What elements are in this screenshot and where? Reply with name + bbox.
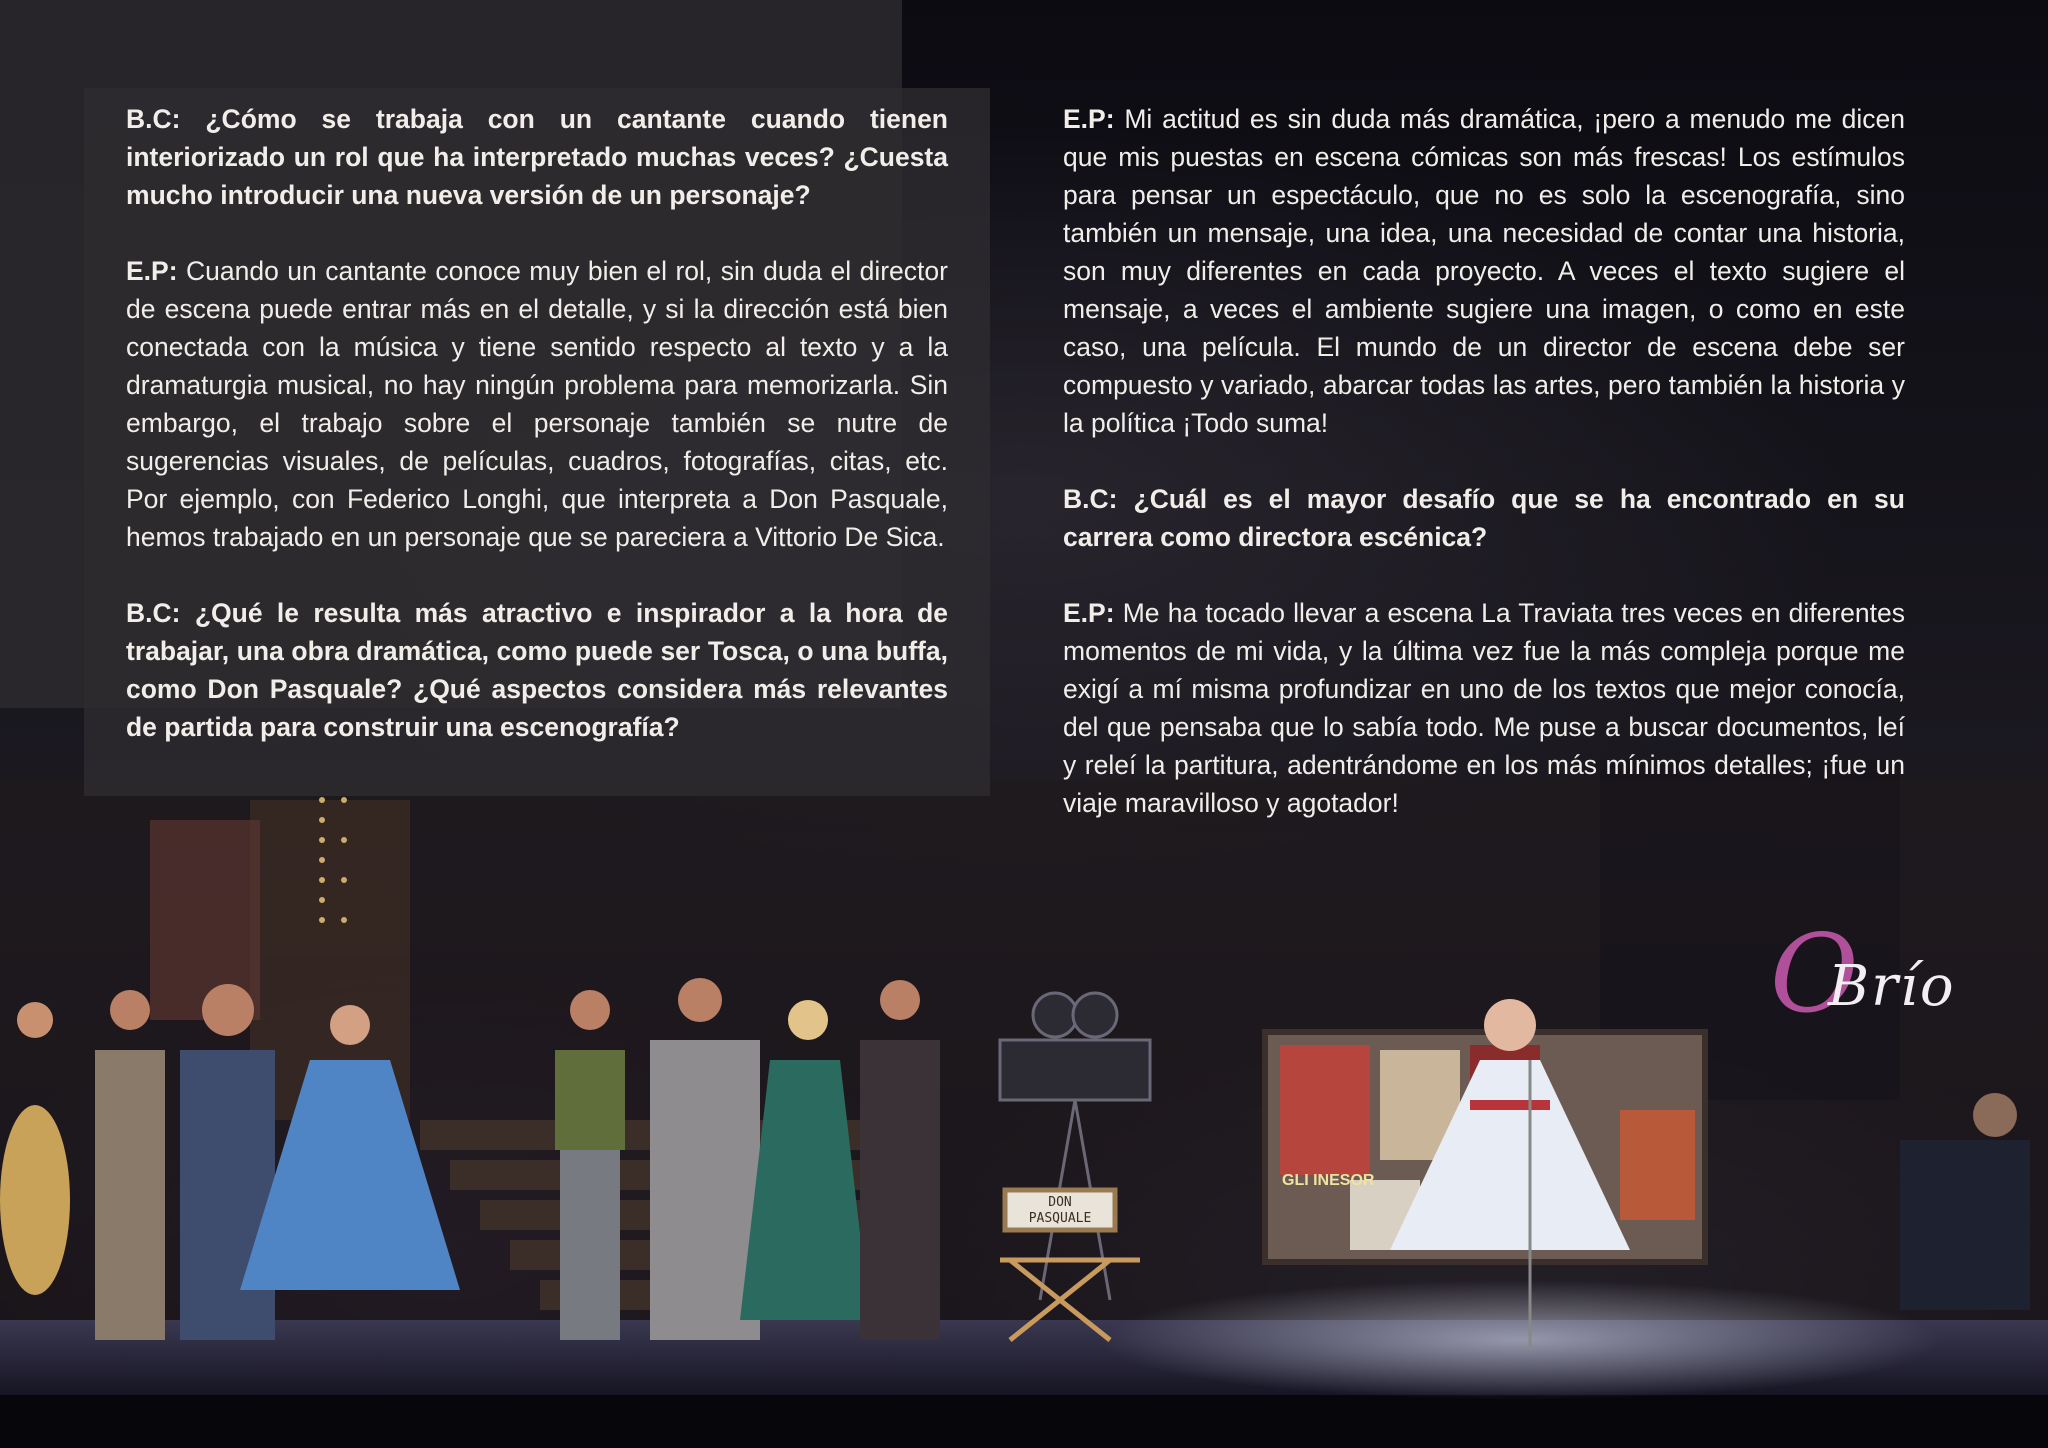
question-3-label: B.C: xyxy=(1063,484,1118,514)
chair-sign-line1: DON xyxy=(1048,1195,1072,1210)
question-3 xyxy=(1063,480,1905,556)
question-1-label: B.C: xyxy=(126,104,181,134)
answer-3 xyxy=(1063,594,1905,822)
answer-1-text: Cuando un cantante conoce muy bien el rol, sin duda el director de escena puede entrar más en el detalle, y si la dirección está bien conectada con la música y tiene sentido respecto al texto y a la dramaturgia musical, no hay ningún problema para memorizarla. Sin embargo, el trabajo sobre el personaje también se nutre de sugerencias visuales, de películas, cuadros, fotografías, citas, etc. Por ejemplo, con Federico Longhi, que interpreta a Don Pasquale, hemos trabajado en un personaje que se pareciera a Vittorio De Sica. xyxy=(126,256,948,552)
answer-3-text: Me ha tocado llevar a escena La Traviata tres veces en diferentes momentos de mi vida, y la última vez fue la más compleja porque me exigí a mí misma profundizar en uno de los textos que mejor conocía, del que pensaba que lo sabía todo. Me puse a buscar documentos, leí y releí la partitura, adentrándome en los más mínimos detalles; ¡fue un viaje maravilloso y agotador! xyxy=(1063,598,1905,818)
logo-initial: O xyxy=(1770,912,1859,1037)
answer-1-label: E.P: xyxy=(126,256,178,286)
answer-2-label: E.P: xyxy=(1063,104,1115,134)
answer-3-label: E.P: xyxy=(1063,598,1115,628)
poster-text: GLI INESOR xyxy=(1282,1172,1375,1189)
obrio-logo xyxy=(1770,912,1970,1045)
question-3-text: ¿Cuál es el mayor desafío que se ha encontrado en su carrera como directora escénica? xyxy=(1063,484,1905,552)
question-1 xyxy=(126,100,948,214)
answer-1 xyxy=(126,252,948,556)
question-2-text: ¿Qué le resulta más atractivo e inspirador a la hora de trabajar, una obra dramática, como puede ser Tosca, o una buffa, como Don Pasquale? ¿Qué aspectos considera más relevantes de partida para construir una escenografía? xyxy=(126,598,949,742)
right-text-column xyxy=(1063,100,1905,860)
logo-wordmark: Brío xyxy=(1828,954,1956,1019)
question-1-text: ¿Cómo se trabaja con un cantante cuando tienen interiorizado un rol que ha interpretado muchas veces? ¿Cuesta mucho introducir una nueva versión de un personaje? xyxy=(126,104,948,210)
chair-sign-line2: PASQUALE xyxy=(1028,1211,1092,1226)
question-2 xyxy=(126,594,948,746)
left-text-column xyxy=(84,88,990,796)
question-2-label: B.C: xyxy=(126,598,181,628)
answer-2 xyxy=(1063,100,1905,442)
answer-2-text: Mi actitud es sin duda más dramática, ¡pero a menudo me dicen que mis puestas en escena cómicas son más frescas! Los estímulos para pensar un espectáculo, que no es solo la escenografía, sino también un mensaje, una idea, una necesidad de contar una historia, son muy diferentes en cada proyecto. A veces el texto sugiere el mensaje, a veces el ambiente sugiere una imagen, o como en este caso, una película. El mundo de un director de escena debe ser compuesto y variado, abarcar todas las artes, pero también la historia y la política ¡Todo suma! xyxy=(1063,104,1905,438)
